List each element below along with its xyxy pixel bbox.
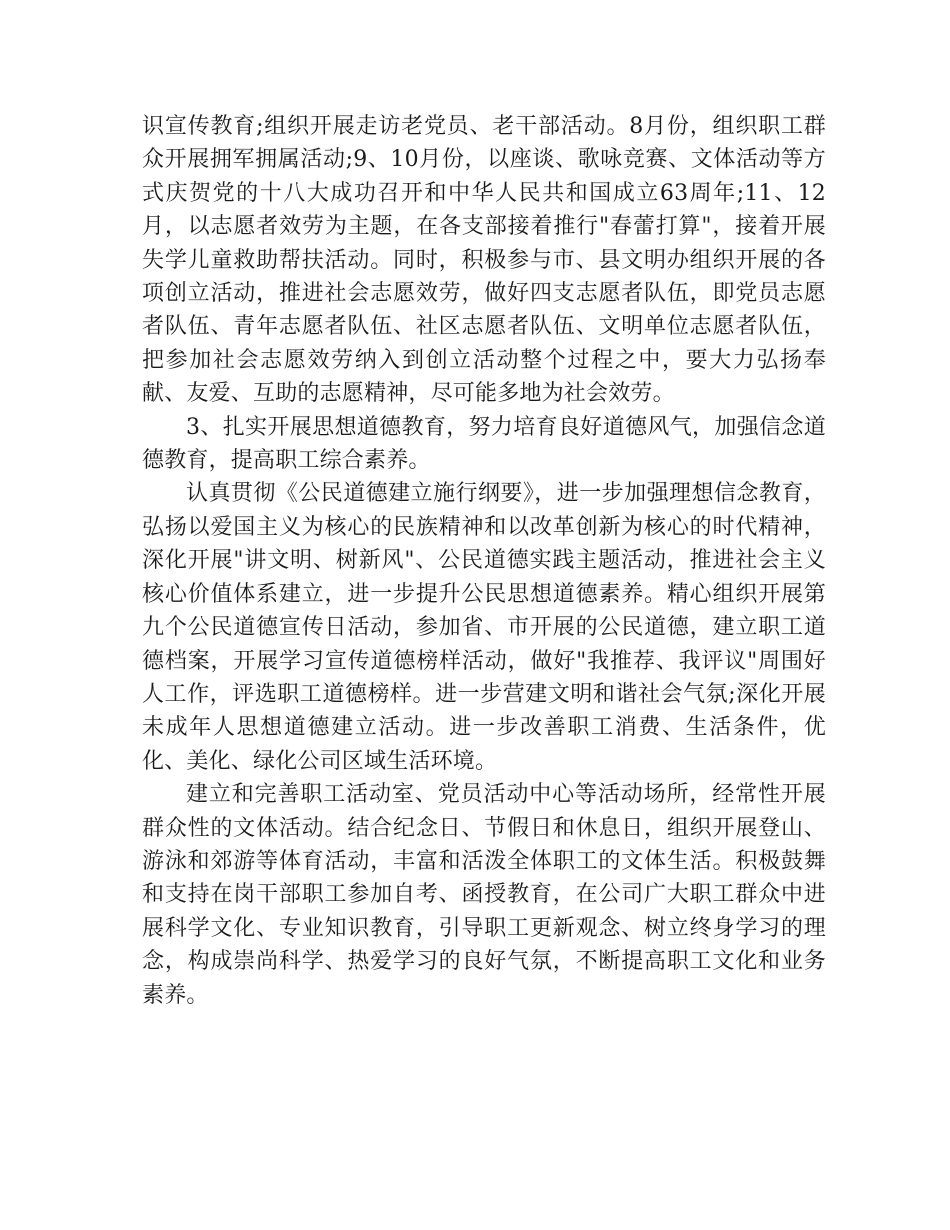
document-page	[142, 110, 826, 1012]
paragraph-2: 3、扎实开展思想道德教育，努力培育良好道德风气，加强信念道德教育，提高职工综合素养。	[142, 414, 826, 474]
paragraph-3: 认真贯彻《公民道德建立施行纲要》，进一步加强理想信念教育，弘扬以爱国主义为核心的民族精神和以改革创新为核心的时代精神，深化开展"讲文明、树新风"、公民道德实践主题活动，推进社会主义核心价值体系建立，进一步提升公民思想道德素养。精心组织开展第九个公民道德宣传日活动，参加省、市开展的公民道德，建立职工道德档案，开展学习宣传道德榜样活动，做好"我推荐、我评议"周围好人工作，评选职工道德榜样。进一步营建文明和谐社会气氛;深化开展未成年人思想道德建立活动。进一步改善职工消费、生活条件，优化、美化、绿化公司区域生活环境。	[142, 481, 826, 774]
paragraph-4: 建立和完善职工活动室、党员活动中心等活动场所，经常性开展群众性的文体活动。结合纪念日、节假日和休息日，组织开展登山、游泳和郊游等体育活动，丰富和活泼全体职工的文体生活。积极鼓舞和支持在岗干部职工参加自考、函授教育，在公司广大职工群众中进展科学文化、专业知识教育，引导职工更新观念、树立终身学习的理念，构成崇尚科学、热爱学习的良好气氛，不断提高职工文化和业务素养。	[142, 782, 826, 1008]
paragraph-1: 识宣传教育;组织开展走访老党员、老干部活动。8月份，组织职工群众开展拥军拥属活动;9、10月份，以座谈、歌咏竞赛、文体活动等方式庆贺党的十八大成功召开和中华人民共和国成立63周年;11、12月，以志愿者效劳为主题，在各支部接着推行"春蕾打算"，接着开展失学儿童救助帮扶活动。同时，积极参与市、县文明办组织开展的各项创立活动，推进社会志愿效劳，做好四支志愿者队伍，即党员志愿者队伍、青年志愿者队伍、社区志愿者队伍、文明单位志愿者队伍，把参加社会志愿效劳纳入到创立活动整个过程之中，要大力弘扬奉献、友爱、互助的志愿精神，尽可能多地为社会效劳。	[142, 114, 826, 407]
